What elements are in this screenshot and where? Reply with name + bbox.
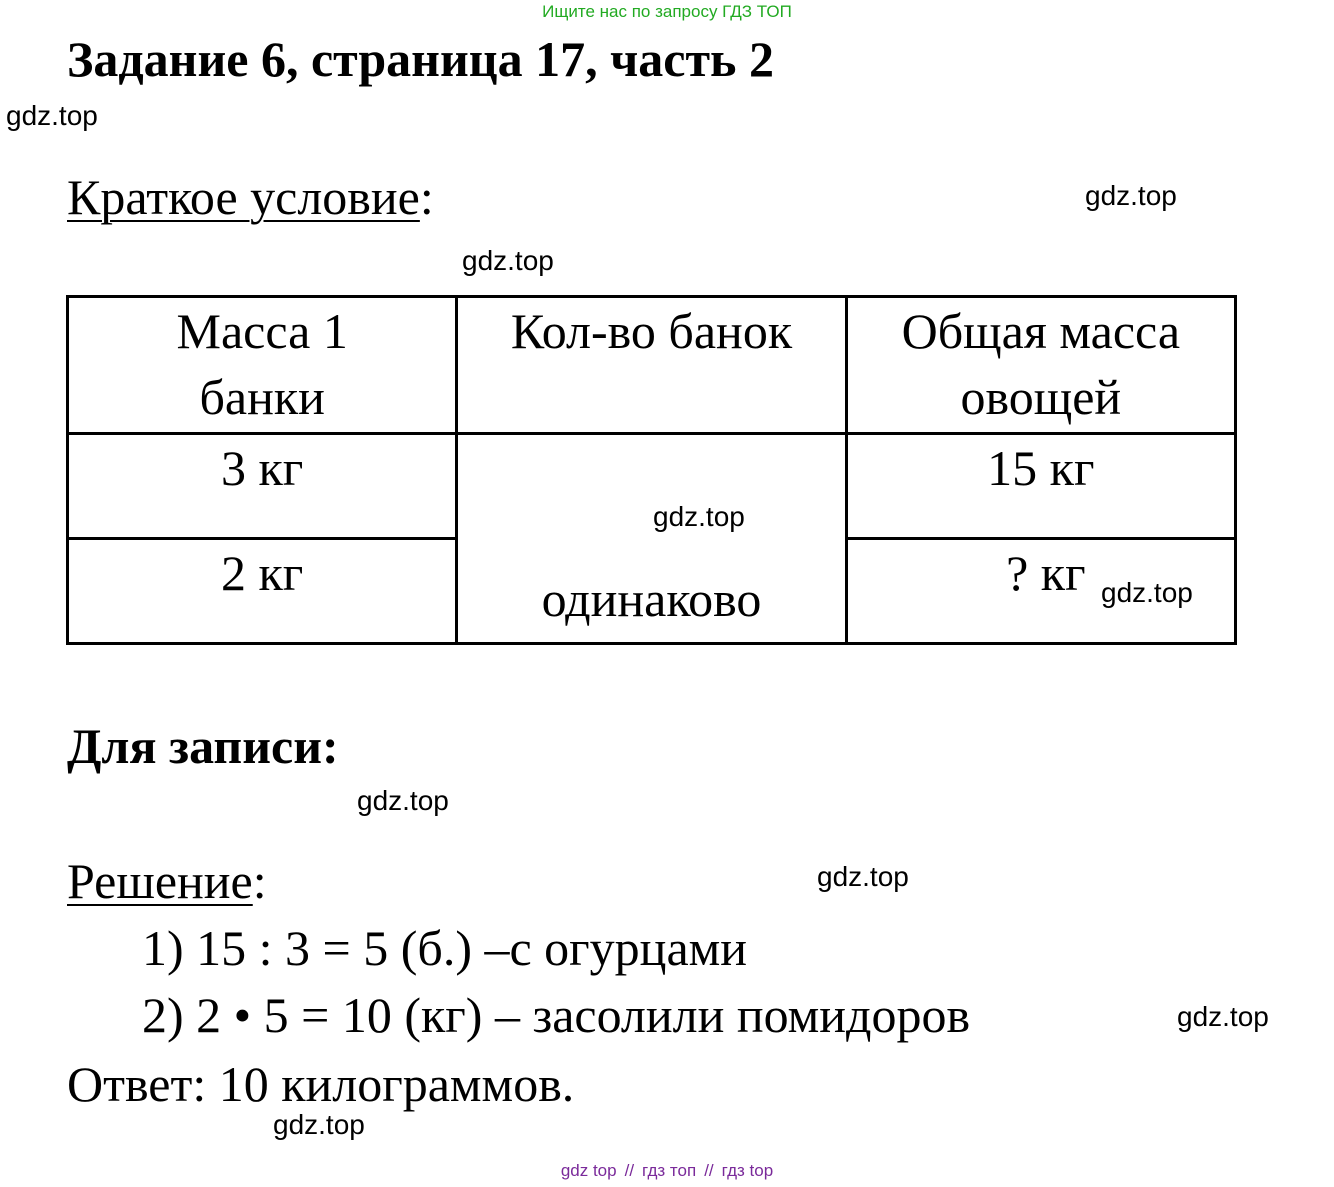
- cell-mass-value: 2 кг: [221, 545, 304, 601]
- footer-links: [0, 1161, 1334, 1181]
- solution-heading-colon: :: [252, 853, 267, 909]
- condition-heading-text: Краткое условие: [67, 169, 420, 225]
- page-title: Задание 6, страница 17, часть 2: [67, 31, 774, 87]
- cell-total-value: 15 кг: [987, 440, 1095, 496]
- footer-separator: //: [624, 1161, 635, 1180]
- header-total-line: овощей: [960, 369, 1122, 425]
- cell-count-merged: [457, 434, 846, 644]
- cell-mass: [68, 434, 457, 539]
- footer-link[interactable]: gdz top: [560, 1161, 617, 1180]
- watermark: gdz.top: [6, 100, 98, 131]
- top-banner: Ищите нас по запросу ГДЗ ТОП: [542, 2, 792, 21]
- cell-total: [846, 434, 1235, 539]
- header-count-line: Кол-во банок: [510, 303, 793, 359]
- cell-mass: [68, 539, 457, 644]
- watermark: gdz.top: [357, 785, 449, 816]
- footer-link[interactable]: гдз топ: [642, 1161, 697, 1180]
- header-mass-line: банки: [199, 369, 325, 425]
- header-total: [846, 297, 1235, 434]
- record-heading: Для записи:: [67, 718, 339, 774]
- watermark: gdz.top: [273, 1109, 365, 1140]
- watermark: gdz.top: [462, 245, 554, 276]
- condition-heading: [67, 168, 434, 226]
- header-mass: [68, 297, 457, 434]
- cell-mass-value: 3 кг: [221, 440, 304, 496]
- answer: Ответ: 10 килограммов.: [67, 1056, 575, 1112]
- cell-count-value: одинаково: [541, 571, 762, 627]
- table-header-row: [68, 297, 1236, 434]
- condition-heading-colon: :: [419, 169, 434, 225]
- watermark: gdz.top: [1177, 1001, 1269, 1032]
- footer-link[interactable]: гдз top: [721, 1161, 774, 1180]
- header-count: [457, 297, 846, 434]
- solution-heading-text: Решение: [67, 853, 253, 909]
- watermark: gdz.top: [653, 501, 745, 532]
- watermark: gdz.top: [1101, 577, 1193, 608]
- solution-heading: [67, 852, 267, 910]
- footer-separator: //: [704, 1161, 714, 1180]
- solution-step: 1) 15 : 3 = 5 (б.) –с огурцами: [142, 920, 748, 976]
- watermark: gdz.top: [1085, 180, 1177, 211]
- header-mass-line: Масса 1: [176, 303, 348, 359]
- solution-step: 2) 2 • 5 = 10 (кг) – засолили помидоров: [142, 987, 971, 1043]
- cell-total-value: ? кг: [1006, 545, 1086, 601]
- condition-table: [66, 295, 1237, 645]
- watermark: gdz.top: [817, 861, 909, 892]
- header-total-line: Общая масса: [901, 303, 1181, 359]
- table-row: [68, 434, 1236, 539]
